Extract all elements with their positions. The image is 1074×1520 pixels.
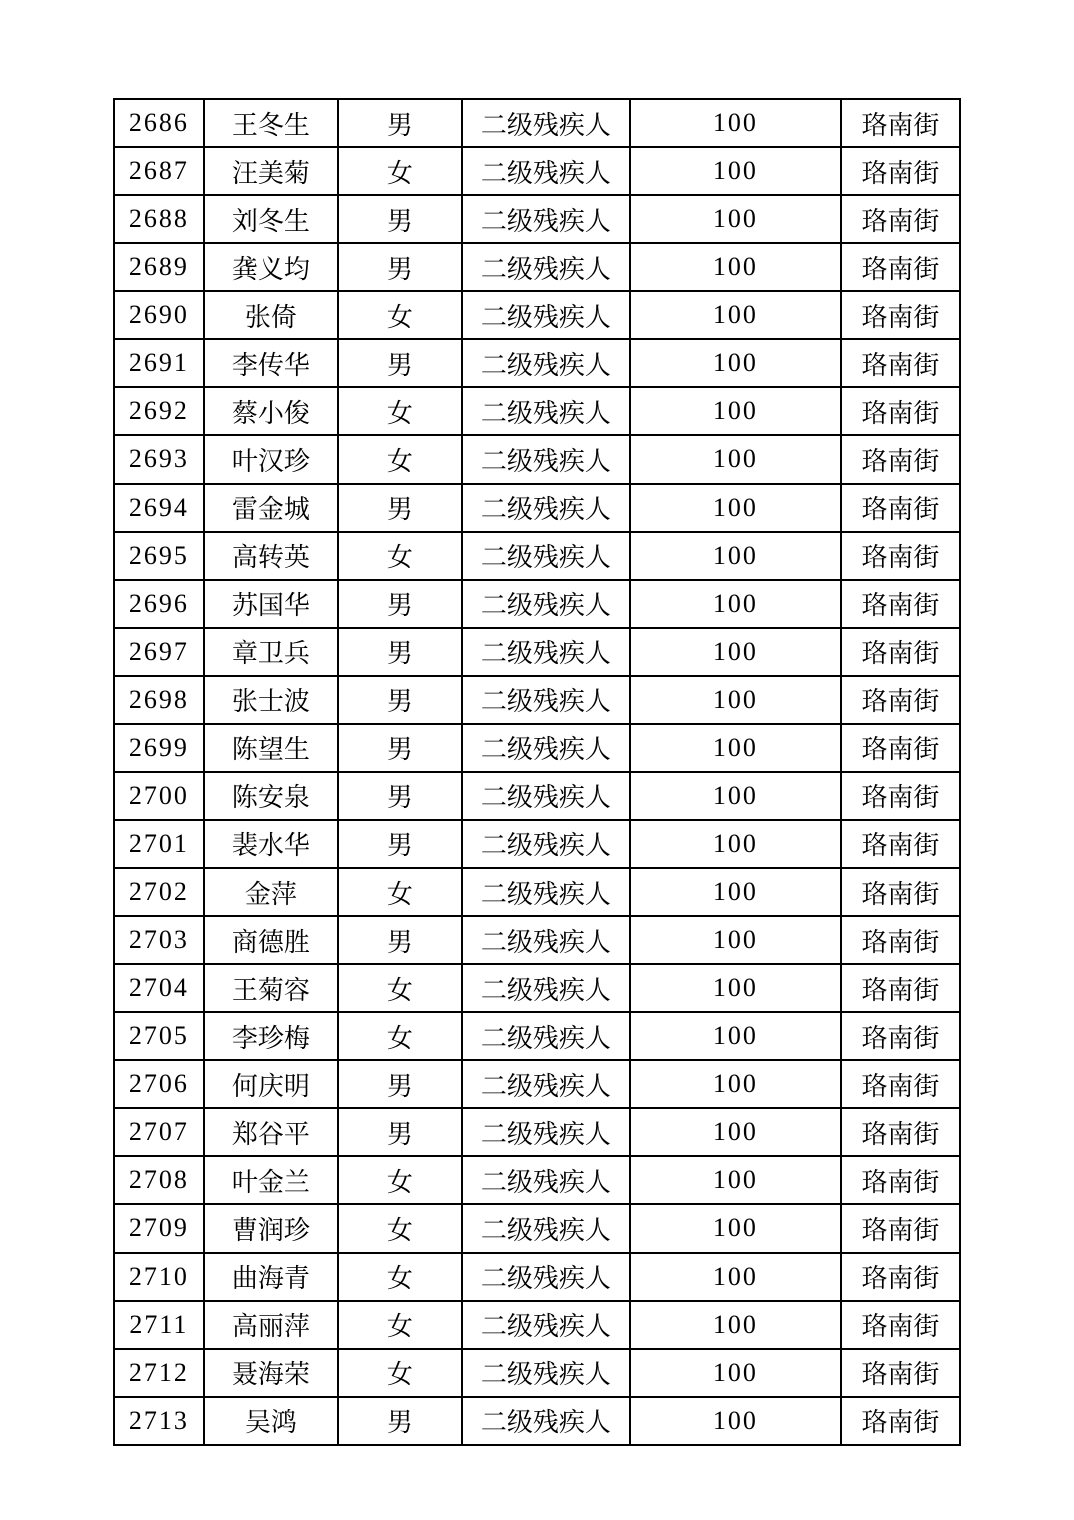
cell-amount: 100: [630, 291, 841, 339]
cell-amount: 100: [630, 195, 841, 243]
cell-amount: 100: [630, 532, 841, 580]
cell-gender: 男: [338, 243, 462, 291]
cell-person-name: 王菊容: [204, 964, 339, 1012]
cell-gender: 女: [338, 1301, 462, 1349]
cell-person-name: 陈安泉: [204, 772, 339, 820]
cell-street: 珞南街: [841, 772, 960, 820]
cell-disability-category: 二级残疾人: [462, 195, 630, 243]
cell-gender: 女: [338, 532, 462, 580]
cell-amount: 100: [630, 435, 841, 483]
cell-street: 珞南街: [841, 291, 960, 339]
cell-person-name: 曲海青: [204, 1253, 339, 1301]
cell-sequence-number: 2701: [114, 820, 204, 868]
cell-sequence-number: 2706: [114, 1060, 204, 1108]
cell-disability-category: 二级残疾人: [462, 435, 630, 483]
cell-amount: 100: [630, 339, 841, 387]
cell-disability-category: 二级残疾人: [462, 916, 630, 964]
cell-disability-category: 二级残疾人: [462, 1253, 630, 1301]
cell-street: 珞南街: [841, 99, 960, 147]
table-row: [114, 435, 960, 483]
cell-disability-category: 二级残疾人: [462, 964, 630, 1012]
cell-person-name: 何庆明: [204, 1060, 339, 1108]
cell-sequence-number: 2692: [114, 387, 204, 435]
table-row: [114, 916, 960, 964]
cell-gender: 女: [338, 1156, 462, 1204]
cell-gender: 女: [338, 1253, 462, 1301]
cell-street: 珞南街: [841, 1253, 960, 1301]
cell-gender: 女: [338, 868, 462, 916]
cell-sequence-number: 2694: [114, 484, 204, 532]
table-row: [114, 1301, 960, 1349]
cell-disability-category: 二级残疾人: [462, 339, 630, 387]
cell-amount: 100: [630, 243, 841, 291]
cell-street: 珞南街: [841, 868, 960, 916]
cell-amount: 100: [630, 580, 841, 628]
table-row: [114, 339, 960, 387]
table-row: [114, 1156, 960, 1204]
cell-street: 珞南街: [841, 1349, 960, 1397]
cell-street: 珞南街: [841, 916, 960, 964]
cell-disability-category: 二级残疾人: [462, 532, 630, 580]
cell-person-name: 吴鸿: [204, 1397, 339, 1445]
cell-street: 珞南街: [841, 484, 960, 532]
cell-sequence-number: 2698: [114, 676, 204, 724]
cell-street: 珞南街: [841, 724, 960, 772]
table-row: [114, 676, 960, 724]
cell-disability-category: 二级残疾人: [462, 1060, 630, 1108]
table-row: [114, 1397, 960, 1445]
cell-person-name: 高转英: [204, 532, 339, 580]
cell-amount: 100: [630, 724, 841, 772]
cell-person-name: 曹润珍: [204, 1204, 339, 1252]
table-row: [114, 147, 960, 195]
cell-disability-category: 二级残疾人: [462, 628, 630, 676]
cell-street: 珞南街: [841, 1397, 960, 1445]
table-row: [114, 1060, 960, 1108]
cell-person-name: 张倚: [204, 291, 339, 339]
cell-person-name: 张士波: [204, 676, 339, 724]
cell-disability-category: 二级残疾人: [462, 1349, 630, 1397]
cell-disability-category: 二级残疾人: [462, 291, 630, 339]
cell-amount: 100: [630, 1253, 841, 1301]
cell-person-name: 叶汉珍: [204, 435, 339, 483]
cell-person-name: 金萍: [204, 868, 339, 916]
cell-gender: 男: [338, 724, 462, 772]
cell-amount: 100: [630, 1108, 841, 1156]
cell-street: 珞南街: [841, 1108, 960, 1156]
cell-amount: 100: [630, 916, 841, 964]
cell-amount: 100: [630, 1060, 841, 1108]
cell-sequence-number: 2693: [114, 435, 204, 483]
cell-sequence-number: 2709: [114, 1204, 204, 1252]
roster-table-body: [114, 99, 960, 1445]
table-row: [114, 1108, 960, 1156]
cell-street: 珞南街: [841, 1156, 960, 1204]
table-row: [114, 1012, 960, 1060]
table-row: [114, 243, 960, 291]
cell-disability-category: 二级残疾人: [462, 243, 630, 291]
table-row: [114, 964, 960, 1012]
cell-street: 珞南街: [841, 1204, 960, 1252]
cell-street: 珞南街: [841, 195, 960, 243]
cell-gender: 女: [338, 1012, 462, 1060]
cell-sequence-number: 2710: [114, 1253, 204, 1301]
table-row: [114, 532, 960, 580]
cell-person-name: 章卫兵: [204, 628, 339, 676]
table-row: [114, 1204, 960, 1252]
table-row: [114, 1253, 960, 1301]
cell-disability-category: 二级残疾人: [462, 1397, 630, 1445]
cell-sequence-number: 2697: [114, 628, 204, 676]
cell-person-name: 陈望生: [204, 724, 339, 772]
table-row: [114, 868, 960, 916]
cell-person-name: 高丽萍: [204, 1301, 339, 1349]
cell-person-name: 龚义均: [204, 243, 339, 291]
cell-street: 珞南街: [841, 580, 960, 628]
cell-sequence-number: 2695: [114, 532, 204, 580]
cell-person-name: 李传华: [204, 339, 339, 387]
cell-disability-category: 二级残疾人: [462, 724, 630, 772]
cell-disability-category: 二级残疾人: [462, 820, 630, 868]
cell-amount: 100: [630, 484, 841, 532]
cell-gender: 男: [338, 484, 462, 532]
cell-sequence-number: 2704: [114, 964, 204, 1012]
cell-person-name: 苏国华: [204, 580, 339, 628]
cell-street: 珞南街: [841, 532, 960, 580]
cell-sequence-number: 2708: [114, 1156, 204, 1204]
cell-gender: 女: [338, 435, 462, 483]
table-row: [114, 580, 960, 628]
table-row: [114, 772, 960, 820]
cell-disability-category: 二级残疾人: [462, 868, 630, 916]
cell-sequence-number: 2707: [114, 1108, 204, 1156]
cell-sequence-number: 2700: [114, 772, 204, 820]
cell-sequence-number: 2712: [114, 1349, 204, 1397]
cell-disability-category: 二级残疾人: [462, 1012, 630, 1060]
cell-street: 珞南街: [841, 435, 960, 483]
table-row: [114, 820, 960, 868]
cell-gender: 男: [338, 1397, 462, 1445]
cell-amount: 100: [630, 1349, 841, 1397]
cell-disability-category: 二级残疾人: [462, 1301, 630, 1349]
cell-gender: 女: [338, 1204, 462, 1252]
cell-amount: 100: [630, 1397, 841, 1445]
cell-person-name: 商德胜: [204, 916, 339, 964]
cell-amount: 100: [630, 1204, 841, 1252]
cell-amount: 100: [630, 147, 841, 195]
cell-person-name: 汪美菊: [204, 147, 339, 195]
cell-street: 珞南街: [841, 243, 960, 291]
cell-sequence-number: 2686: [114, 99, 204, 147]
cell-person-name: 雷金城: [204, 484, 339, 532]
table-row: [114, 1349, 960, 1397]
table-row: [114, 195, 960, 243]
cell-disability-category: 二级残疾人: [462, 387, 630, 435]
cell-person-name: 裴水华: [204, 820, 339, 868]
cell-amount: 100: [630, 628, 841, 676]
cell-person-name: 李珍梅: [204, 1012, 339, 1060]
cell-sequence-number: 2702: [114, 868, 204, 916]
cell-amount: 100: [630, 964, 841, 1012]
cell-street: 珞南街: [841, 676, 960, 724]
table-row: [114, 387, 960, 435]
table-row: [114, 291, 960, 339]
cell-gender: 女: [338, 291, 462, 339]
cell-amount: 100: [630, 1156, 841, 1204]
cell-sequence-number: 2687: [114, 147, 204, 195]
cell-gender: 男: [338, 580, 462, 628]
cell-street: 珞南街: [841, 628, 960, 676]
cell-gender: 男: [338, 1108, 462, 1156]
cell-street: 珞南街: [841, 1060, 960, 1108]
cell-gender: 男: [338, 916, 462, 964]
cell-gender: 男: [338, 772, 462, 820]
cell-sequence-number: 2711: [114, 1301, 204, 1349]
cell-disability-category: 二级残疾人: [462, 772, 630, 820]
table-row: [114, 484, 960, 532]
cell-amount: 100: [630, 1012, 841, 1060]
cell-gender: 男: [338, 195, 462, 243]
cell-person-name: 郑谷平: [204, 1108, 339, 1156]
cell-person-name: 叶金兰: [204, 1156, 339, 1204]
cell-sequence-number: 2699: [114, 724, 204, 772]
cell-person-name: 王冬生: [204, 99, 339, 147]
cell-street: 珞南街: [841, 1012, 960, 1060]
cell-person-name: 刘冬生: [204, 195, 339, 243]
cell-amount: 100: [630, 1301, 841, 1349]
cell-person-name: 聂海荣: [204, 1349, 339, 1397]
cell-street: 珞南街: [841, 1301, 960, 1349]
cell-sequence-number: 2691: [114, 339, 204, 387]
table-row: [114, 724, 960, 772]
cell-gender: 女: [338, 387, 462, 435]
cell-street: 珞南街: [841, 964, 960, 1012]
cell-sequence-number: 2696: [114, 580, 204, 628]
cell-gender: 男: [338, 628, 462, 676]
cell-disability-category: 二级残疾人: [462, 580, 630, 628]
cell-gender: 男: [338, 99, 462, 147]
cell-disability-category: 二级残疾人: [462, 1108, 630, 1156]
cell-sequence-number: 2713: [114, 1397, 204, 1445]
cell-gender: 男: [338, 339, 462, 387]
cell-disability-category: 二级残疾人: [462, 147, 630, 195]
table-row: [114, 628, 960, 676]
cell-gender: 女: [338, 147, 462, 195]
cell-disability-category: 二级残疾人: [462, 484, 630, 532]
cell-amount: 100: [630, 820, 841, 868]
cell-street: 珞南街: [841, 820, 960, 868]
table-row: [114, 99, 960, 147]
cell-person-name: 蔡小俊: [204, 387, 339, 435]
cell-street: 珞南街: [841, 147, 960, 195]
cell-amount: 100: [630, 387, 841, 435]
cell-disability-category: 二级残疾人: [462, 99, 630, 147]
cell-gender: 男: [338, 676, 462, 724]
cell-sequence-number: 2705: [114, 1012, 204, 1060]
cell-disability-category: 二级残疾人: [462, 1204, 630, 1252]
cell-amount: 100: [630, 99, 841, 147]
subsidy-roster-table: [113, 98, 961, 1446]
cell-sequence-number: 2689: [114, 243, 204, 291]
cell-gender: 女: [338, 964, 462, 1012]
cell-street: 珞南街: [841, 339, 960, 387]
cell-sequence-number: 2703: [114, 916, 204, 964]
cell-amount: 100: [630, 772, 841, 820]
cell-sequence-number: 2690: [114, 291, 204, 339]
cell-disability-category: 二级残疾人: [462, 676, 630, 724]
cell-gender: 男: [338, 820, 462, 868]
cell-amount: 100: [630, 676, 841, 724]
cell-street: 珞南街: [841, 387, 960, 435]
cell-gender: 女: [338, 1349, 462, 1397]
cell-disability-category: 二级残疾人: [462, 1156, 630, 1204]
cell-sequence-number: 2688: [114, 195, 204, 243]
cell-gender: 男: [338, 1060, 462, 1108]
cell-amount: 100: [630, 868, 841, 916]
